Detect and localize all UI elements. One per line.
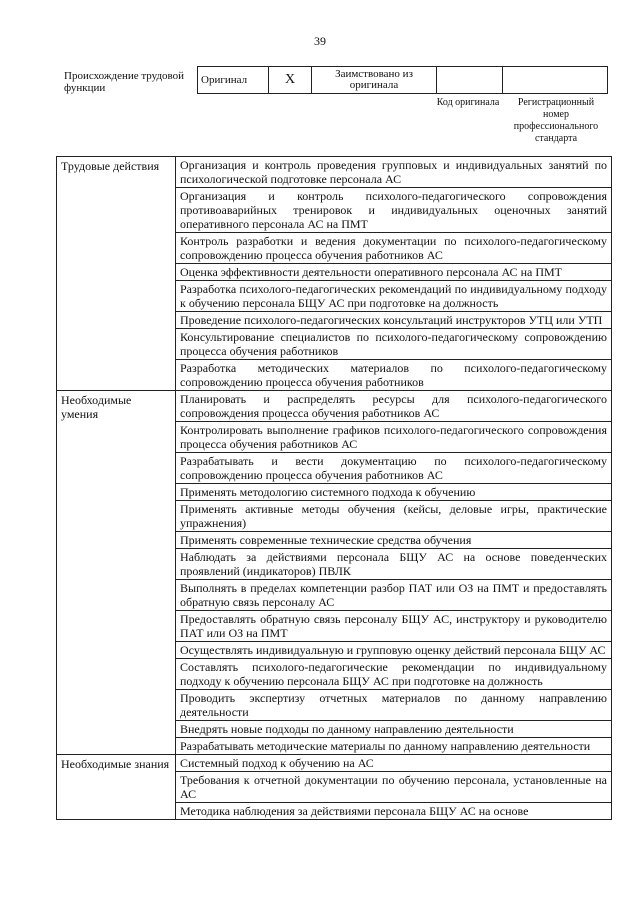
section-item: Разработка методических материалов по психолого-педагогическому сопровождению процесса обучения работников: [176, 360, 612, 391]
section-item: Организация и контроль психолого-педагогического сопровождения противоаварийных тренировок и индивидуальных оценочных занятий оперативного персонала АС на ПМТ: [176, 188, 612, 233]
reg-number-cell: [503, 67, 608, 94]
section-item: Контролировать выполнение графиков психолого-педагогического сопровождения процесса обучения работников АС: [176, 422, 612, 453]
code-caption: Код оригинала: [436, 97, 500, 108]
code-cell: [437, 67, 503, 94]
section-item: Методика наблюдения за действиями персонала БЩУ АС на основе: [176, 803, 612, 820]
section-item: Проведение психолого-педагогических консультаций инструкторов УТЦ или УТП: [176, 312, 612, 329]
section-item: Контроль разработки и ведения документации по психолого-педагогическому сопровождению процесса обучения работников АС: [176, 233, 612, 264]
table-row: [57, 755, 612, 772]
section-item: Организация и контроль проведения групповых и индивидуальных занятий по психологической подготовке персонала АС: [176, 157, 612, 188]
section-item: Консультирование специалистов по психолого-педагогическому сопровождению процесса обучения работников: [176, 329, 612, 360]
original-mark: X: [269, 67, 312, 94]
origin-table: [197, 66, 608, 94]
section-item: Предоставлять обратную связь персоналу БЩУ АС, инструктору и руководителю ПАТ или ОЗ на ПМТ: [176, 611, 612, 642]
original-cell: Оригинал: [198, 67, 269, 94]
section-item: Оценка эффективности деятельности оперативного персонала АС на ПМТ: [176, 264, 612, 281]
borrowed-cell: Заимствовано из оригинала: [312, 67, 437, 94]
section-item: Выполнять в пределах компетенции разбор ПАТ или ОЗ на ПМТ и предоставлять обратную связь персоналу АС: [176, 580, 612, 611]
page-number: 39: [314, 34, 326, 48]
section-item: Применять современные технические средства обучения: [176, 532, 612, 549]
section-item: Разработка психолого-педагогических рекомендаций по индивидуальному подходу к обучению персонала БЩУ АС при подготовке на должность: [176, 281, 612, 312]
origin-label: Происхождение трудовой функции: [64, 70, 185, 94]
section-item: Планировать и распределять ресурсы для психолого-педагогического сопровождения процесса обучения работников АС: [176, 391, 612, 422]
section-title: Необходимые знания: [57, 755, 176, 820]
section-item: Осуществлять индивидуальную и групповую оценку действий персонала БЩУ АС: [176, 642, 612, 659]
section-item: Разрабатывать методические материалы по данному направлению деятельности: [176, 738, 612, 755]
section-title: Трудовые действия: [57, 157, 176, 391]
section-title: Необходимые умения: [57, 391, 176, 755]
section-item: Требования к отчетной документации по обучению персонала, установленные на АС: [176, 772, 612, 803]
section-item: Составлять психолого-педагогические рекомендации по индивидуальному подходу к обучению персонала БЩУ АС при подготовке на должность: [176, 659, 612, 690]
section-item: Внедрять новые подходы по данному направлению деятельности: [176, 721, 612, 738]
table-row: [57, 157, 612, 188]
section-item: Применять методологию системного подхода к обучению: [176, 484, 612, 501]
section-item: Разрабатывать и вести документацию по психолого-педагогическому сопровождению процесса обучения работников АС: [176, 453, 612, 484]
section-item: Проводить экспертизу отчетных материалов по данному направлению деятельности: [176, 690, 612, 721]
section-item: Системный подход к обучению на АС: [176, 755, 612, 772]
function-table: [56, 156, 612, 820]
reg-number-caption: Регистрационный номер профессионального стандарта: [513, 97, 599, 144]
section-item: Применять активные методы обучения (кейсы, деловые игры, практические упражнения): [176, 501, 612, 532]
section-item: Наблюдать за действиями персонала БЩУ АС на основе поведенческих проявлений (индикаторов) ПВЛК: [176, 549, 612, 580]
table-row: [57, 391, 612, 422]
